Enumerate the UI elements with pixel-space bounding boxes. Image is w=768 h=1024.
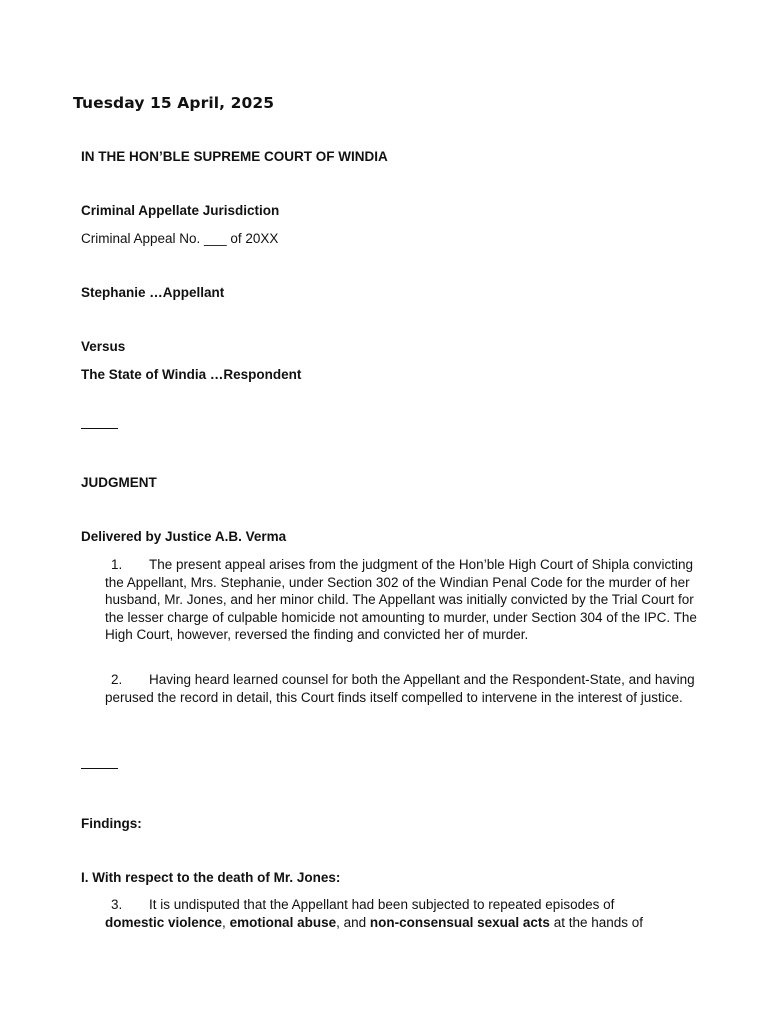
- document-date: Tuesday 15 April, 2025: [73, 94, 275, 112]
- paragraph-text: It is undisputed that the Appellant had been subjected to repeated episodes of: [149, 897, 615, 912]
- section-divider: [81, 428, 118, 429]
- judgment-heading: JUDGMENT: [81, 475, 157, 490]
- paragraph-number: 2.: [111, 672, 123, 687]
- court-title: IN THE HON’BLE SUPREME COURT OF WINDIA: [81, 149, 388, 164]
- section-heading: I. With respect to the death of Mr. Jones:: [81, 870, 341, 885]
- paragraph-3: [105, 896, 715, 931]
- paragraph-number: 3.: [111, 897, 123, 912]
- paragraph-text: , and: [336, 914, 370, 930]
- emphasis-term: emotional abuse: [229, 914, 337, 930]
- versus-line: Versus: [81, 339, 126, 354]
- jurisdiction-heading: Criminal Appellate Jurisdiction: [81, 203, 280, 218]
- appeal-number: Criminal Appeal No. ___ of 20XX: [81, 231, 279, 246]
- delivered-by: Delivered by Justice A.B. Verma: [81, 529, 287, 544]
- respondent-line: The State of Windia …Respondent: [81, 367, 302, 382]
- paragraph-text: The present appeal arises from the judgment of the Hon’ble High Court of Shipla convicting the Appellant, Mrs. Stephanie, under Section 302 of the Windian Penal Code for the murder of her husband, Mr. Jones, and her minor child. The Appellant was initially convicted by the Trial Court for the lesser charge of culpable homicide not amounting to murder, under Section 304 of the IPC. The High Court, however, reversed the finding and convicted her of murder.: [105, 557, 697, 643]
- paragraph-text: at the hands of: [549, 914, 644, 930]
- paragraph-text: Having heard learned counsel for both the Appellant and the Respondent-State, and having perused the record in detail, this Court finds itself compelled to intervene in the interest of justice.: [105, 672, 695, 705]
- paragraph-1: [105, 556, 705, 644]
- emphasis-term: non-consensual sexual acts: [369, 914, 550, 930]
- section-divider: [81, 768, 118, 769]
- appellant-line: Stephanie …Appellant: [81, 285, 225, 300]
- findings-heading: Findings:: [81, 816, 142, 831]
- paragraph-2: [105, 671, 705, 706]
- paragraph-text: ,: [222, 914, 230, 930]
- emphasis-term: domestic violence: [105, 914, 223, 930]
- paragraph-number: 1.: [111, 557, 123, 572]
